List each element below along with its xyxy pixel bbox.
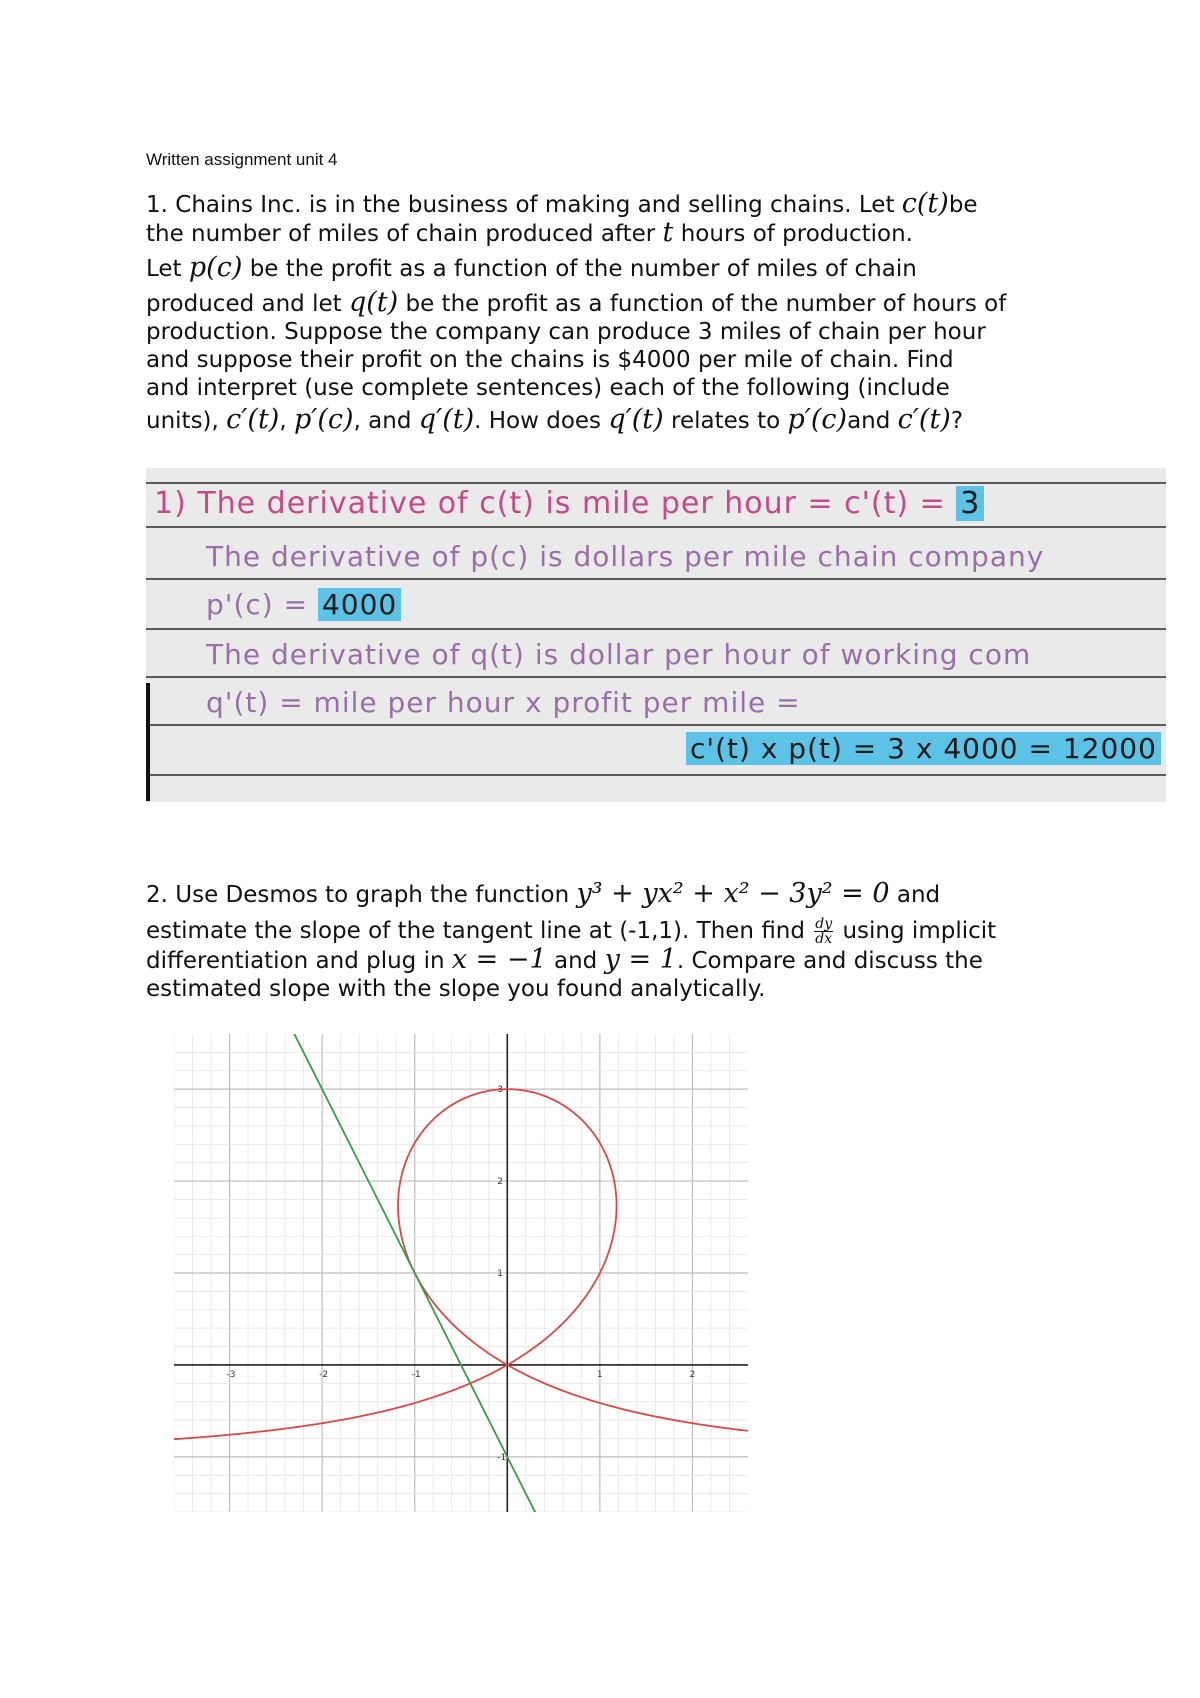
highlight-3: 3 (956, 486, 984, 521)
page-title: Written assignment unit 4 (146, 150, 338, 169)
handwritten-line-4: The derivative of q(t) is dollar per hour of working com (206, 638, 1032, 671)
margin-mark (146, 683, 150, 801)
q-of-t: q(t) (348, 287, 399, 318)
c-of-t: c(t) (901, 188, 949, 219)
highlight-4000: 4000 (318, 588, 401, 621)
q2-line-1: 2. Use Desmos to graph the function y³ + yx² + x² − 3y² = 0 and (146, 878, 941, 909)
x-equals-minus-one: x = −1 (451, 944, 547, 975)
q-prime-of-t: q′(t) (418, 404, 475, 435)
y-tick-label: -1 (497, 1452, 507, 1463)
q1-line-4: produced and let q(t) be the profit as a function of the number of hours of (146, 287, 1007, 318)
y-tick-label: 3 (497, 1085, 504, 1096)
handwritten-line-3: p'(c) = 4000 (206, 588, 401, 621)
notebook-rule (146, 526, 1166, 528)
notebook-rule (146, 774, 1166, 776)
notebook-rule (146, 628, 1166, 630)
c-prime-of-t-2: c′(t) (897, 404, 951, 435)
implicit-curve (174, 1089, 748, 1439)
dy-dx-fraction: $\frac{dy}{dx}$ (815, 916, 833, 947)
notebook-rule (146, 724, 1166, 726)
x-tick-label: -2 (319, 1369, 329, 1380)
y-equals-one: y = 1 (604, 944, 677, 975)
notebook-rule (146, 578, 1166, 580)
t-variable: t (662, 217, 674, 248)
q2-line-2: estimate the slope of the tangent line at (-1,1). Then find $\frac{dy}{dx}$ using implicit (146, 916, 997, 947)
handwritten-line-2: The derivative of p(c) is dollars per mile chain company (206, 540, 1045, 573)
q1-line-6: and suppose their profit on the chains is $4000 per mile of chain. Find (146, 347, 954, 373)
desmos-graph (174, 1034, 748, 1512)
q2-line-3: differentiation and plug in x = −1 and y = 1. Compare and discuss the (146, 944, 983, 975)
c-prime-of-t: c′(t) (226, 404, 280, 435)
q-prime-of-t-2: q′(t) (608, 404, 664, 435)
y-tick-label: 2 (497, 1177, 504, 1188)
handwritten-line-1: 1) The derivative of c(t) is mile per hour = c'(t) = 3 (154, 486, 984, 521)
x-tick-label: 1 (596, 1369, 603, 1380)
question-2 (146, 880, 1066, 1003)
notebook-rule (146, 482, 1166, 484)
p-prime-of-c: p′(c) (293, 404, 354, 435)
handwritten-line-6 (686, 732, 1161, 765)
q1-line-1: 1. Chains Inc. is in the business of making and selling chains. Let c(t)be (146, 188, 978, 219)
q1-line-7: and interpret (use complete sentences) each of the following (include (146, 375, 950, 401)
x-tick-label: -3 (226, 1369, 236, 1380)
q1-line-2: the number of miles of chain produced after t hours of production. (146, 217, 913, 248)
handwritten-answer-photo (146, 468, 1166, 802)
p-prime-of-c-2: p′(c) (787, 404, 848, 435)
question-1 (146, 190, 1066, 435)
highlight-12000: c'(t) x p(t) = 3 x 4000 = 12000 (686, 732, 1161, 765)
notebook-rule (146, 676, 1166, 678)
handwritten-line-5: q'(t) = mile per hour x profit per mile = (206, 686, 801, 719)
x-tick-label: 2 (689, 1369, 696, 1380)
x-tick-label: -1 (411, 1369, 421, 1380)
q1-line-3: Let p(c) be the profit as a function of the number of miles of chain (146, 252, 917, 283)
implicit-equation: y³ + yx² + x² − 3y² = 0 (576, 878, 890, 909)
q2-line-4: estimated slope with the slope you found analytically. (146, 976, 766, 1002)
p-of-c: p(c) (188, 252, 243, 283)
q1-line-8: units), c′(t), p′(c), and q′(t). How does q′(t) relates to p′(c)and c′(t)? (146, 404, 964, 435)
q1-line-5: production. Suppose the company can produce 3 miles of chain per hour (146, 319, 986, 345)
y-tick-label: 1 (497, 1269, 504, 1279)
